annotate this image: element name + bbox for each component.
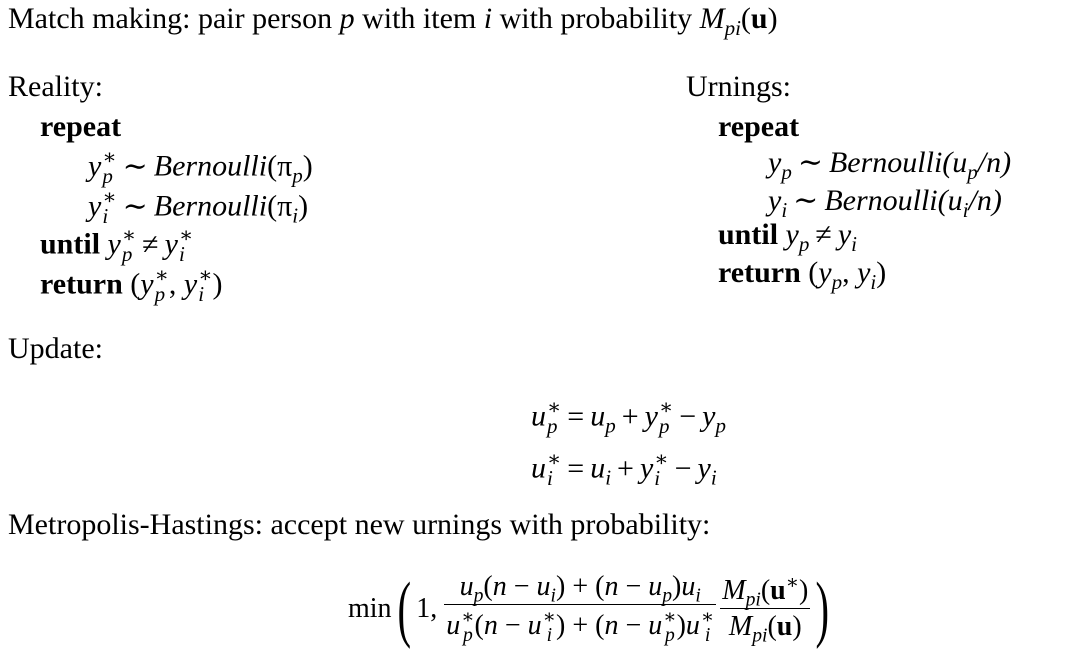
urnings-until: until $y_p \ne y_i$ [718, 218, 857, 256]
reality-until: until y ∗ p ≠ y ∗ i [40, 223, 194, 266]
update-eq-p: u ∗ p = $u_p + y$ ∗ p − $y_p$ [531, 395, 726, 438]
reality-heading: Reality: [8, 70, 103, 103]
var-i: i [483, 2, 493, 35]
urnings-heading: Urnings: [686, 70, 791, 103]
reality-return: return (y ∗ p , y ∗ i ) [40, 263, 223, 306]
matchmaking-line: Match making: pair person p with item i with probability $M_{pi}(u)$ [8, 2, 778, 40]
var-M: M [699, 2, 725, 35]
matchmaking-suffix: with probability [492, 2, 700, 35]
reality-repeat: repeat [40, 110, 122, 143]
sub-pi: pi [724, 16, 741, 40]
reality-line2: y ∗ i ∼ $Bernoulli(\pi_i)$ [88, 185, 309, 228]
urnings-repeat: repeat [718, 110, 800, 143]
var-p: p [339, 2, 355, 35]
fraction-match: $\frac{M_{pi}(u^∗)}{M_{pi}(u)}$ [722, 572, 809, 647]
urnings-line2: $y_i$ ∼ $Bernoulli(u_i/n)$ [768, 184, 1002, 222]
fraction-urn: $u_p(n - u_i) + (n - u_p)u_i$ u ∗ p (n − u ∗ i ) + (n − u ∗ p )u ∗ i [446, 571, 715, 646]
metropolis-heading: Metropolis-Hastings: accept new urnings with probability: [8, 508, 711, 541]
acceptance-formula: min( 1, $u_p(n - u_i) + (n - u_p)u_i$ u ∗ p (n − u ∗ i ) + (n − u ∗ p )u ∗ i $\frac{M_{pi}(u^∗)}{M_{pi}(u)}$ ) [348, 568, 830, 650]
reality-line1: y ∗ p ∼ $Bernoulli(\pi_p)$ [88, 145, 313, 188]
update-heading: Update: [8, 332, 103, 365]
update-eq-i: u ∗ i = $u_i + y$ ∗ i − $y_i$ [531, 447, 717, 490]
matchmaking-prefix: Match making: pair person [8, 2, 340, 35]
urnings-return: return ($y_p$, $y_i$) [718, 256, 887, 294]
urnings-line1: $y_p$ ∼ $Bernoulli(u_p/n)$ [768, 146, 1012, 184]
min-operator: min [348, 593, 392, 624]
matchmaking-mid: with item [354, 2, 484, 35]
